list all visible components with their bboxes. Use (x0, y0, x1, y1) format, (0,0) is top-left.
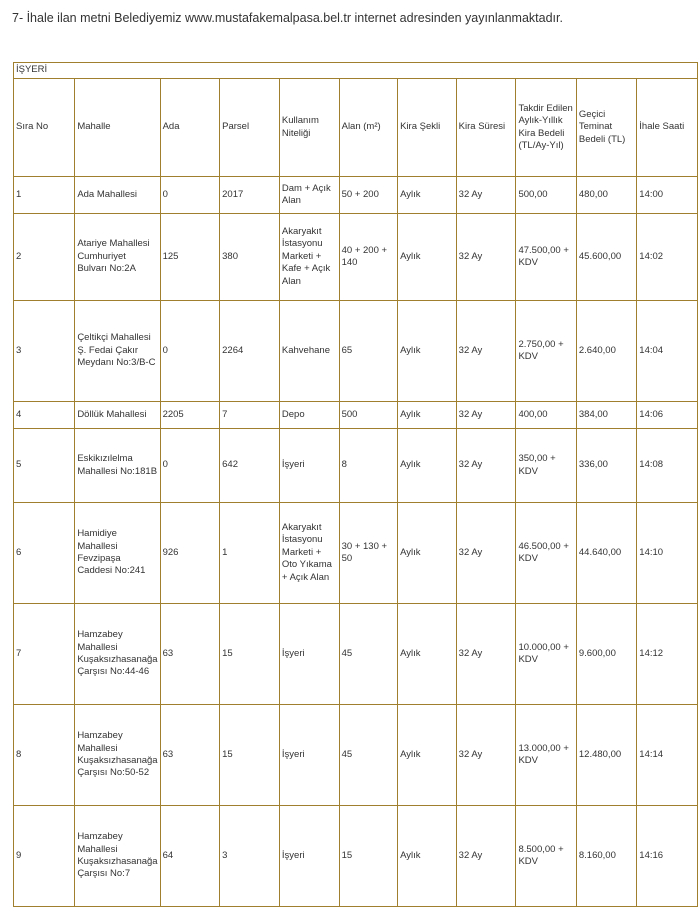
table-cell: 3 (14, 301, 75, 402)
table-cell: 15 (220, 705, 280, 806)
table-cell: 32 Ay (456, 214, 516, 301)
table-cell: 32 Ay (456, 429, 516, 503)
column-header: Kira Şekli (398, 79, 457, 177)
table-cell: Ada Mahallesi (75, 177, 160, 214)
table-cell: 44.640,00 (576, 503, 636, 604)
table-cell: 32 Ay (456, 604, 516, 705)
column-header: Kira Süresi (456, 79, 516, 177)
table-cell: 9 (14, 806, 75, 907)
table-cell: 30 + 130 + 50 (339, 503, 398, 604)
table-cell: Aylık (398, 429, 457, 503)
isyeri-table (13, 62, 698, 907)
table-cell: 350,00 + KDV (516, 429, 576, 503)
table-cell: Hamzabey Mahallesi Kuşaksızhasanağa Çarşısı No:7 (75, 806, 160, 907)
table-cell: Dam + Açık Alan (279, 177, 339, 214)
table-row (14, 604, 698, 705)
table-cell: 14:00 (637, 177, 698, 214)
table-cell: 12.480,00 (576, 705, 636, 806)
table-cell: 500,00 (516, 177, 576, 214)
table-cell: 14:02 (637, 214, 698, 301)
table-cell: 32 Ay (456, 402, 516, 429)
table-cell: İşyeri (279, 604, 339, 705)
table-cell: Döllük Mahallesi (75, 402, 160, 429)
table-cell: 380 (220, 214, 280, 301)
table-cell: 8.500,00 + KDV (516, 806, 576, 907)
column-header: Takdir Edilen Aylık-Yıllık Kira Bedeli (TL/Ay-Yıl) (516, 79, 576, 177)
table-cell: 2017 (220, 177, 280, 214)
table-cell: Eskikızılelma Mahallesi No:181B (75, 429, 160, 503)
table-cell: Aylık (398, 301, 457, 402)
column-header: Ada (160, 79, 220, 177)
table-cell: 2205 (160, 402, 220, 429)
table-cell: Akaryakıt İstasyonu Marketi + Kafe + Açık Alan (279, 214, 339, 301)
table-cell: Atariye Mahallesi Cumhuriyet Bulvarı No:2A (75, 214, 160, 301)
table-cell: İşyeri (279, 429, 339, 503)
table-cell: 6 (14, 503, 75, 604)
table-cell: 125 (160, 214, 220, 301)
table-cell: 14:06 (637, 402, 698, 429)
table-header-row (14, 79, 698, 177)
table-cell: 64 (160, 806, 220, 907)
table-cell: Hamzabey Mahallesi Kuşaksızhasanağa Çarşısı No:44-46 (75, 604, 160, 705)
table-cell: 642 (220, 429, 280, 503)
table-cell: 45.600,00 (576, 214, 636, 301)
column-header: Kullanım Niteliği (279, 79, 339, 177)
table-cell: Hamzabey Mahallesi Kuşaksızhasanağa Çarşısı No:50-52 (75, 705, 160, 806)
table-cell: 0 (160, 429, 220, 503)
column-header: İhale Saati (637, 79, 698, 177)
table-cell: Depo (279, 402, 339, 429)
table-cell: 0 (160, 177, 220, 214)
table-row (14, 214, 698, 301)
table-cell: Aylık (398, 402, 457, 429)
table-cell: 2.750,00 + KDV (516, 301, 576, 402)
table-cell: 32 Ay (456, 301, 516, 402)
table-cell: 8 (14, 705, 75, 806)
table-cell: 2 (14, 214, 75, 301)
table-cell: 46.500,00 + KDV (516, 503, 576, 604)
table-cell: İşyeri (279, 705, 339, 806)
table-cell: 1 (220, 503, 280, 604)
table-cell: 9.600,00 (576, 604, 636, 705)
table-cell: 45 (339, 705, 398, 806)
table-cell: İşyeri (279, 806, 339, 907)
table-cell: 15 (339, 806, 398, 907)
table-cell: 3 (220, 806, 280, 907)
table-cell: 384,00 (576, 402, 636, 429)
table-cell: Aylık (398, 604, 457, 705)
table-row (14, 177, 698, 214)
table-cell: Aylık (398, 705, 457, 806)
table-cell: Aylık (398, 503, 457, 604)
table-cell: 480,00 (576, 177, 636, 214)
table-cell: Hamidiye Mahallesi Fevzipaşa Caddesi No:241 (75, 503, 160, 604)
table-cell: 13.000,00 + KDV (516, 705, 576, 806)
column-header: Geçici Teminat Bedeli (TL) (576, 79, 636, 177)
table-cell: 7 (14, 604, 75, 705)
table-cell: 40 + 200 + 140 (339, 214, 398, 301)
table-cell: 0 (160, 301, 220, 402)
table-cell: 4 (14, 402, 75, 429)
table-row (14, 503, 698, 604)
table-cell: 65 (339, 301, 398, 402)
table-row (14, 402, 698, 429)
column-header: Sıra No (14, 79, 75, 177)
table-title: İŞYERİ (14, 63, 698, 79)
table-cell: 926 (160, 503, 220, 604)
table-row (14, 806, 698, 907)
table-cell: 10.000,00 + KDV (516, 604, 576, 705)
table-cell: 5 (14, 429, 75, 503)
table-cell: 32 Ay (456, 177, 516, 214)
table-cell: 8 (339, 429, 398, 503)
table-cell: 336,00 (576, 429, 636, 503)
table-cell: Aylık (398, 806, 457, 907)
column-header: Mahalle (75, 79, 160, 177)
table-cell: 63 (160, 705, 220, 806)
table-cell: Akaryakıt İstasyonu Marketi + Oto Yıkama + Açık Alan (279, 503, 339, 604)
table-cell: 14:04 (637, 301, 698, 402)
table-cell: 14:16 (637, 806, 698, 907)
table-cell: Aylık (398, 214, 457, 301)
table-row (14, 301, 698, 402)
table-cell: 32 Ay (456, 503, 516, 604)
table-cell: 2.640,00 (576, 301, 636, 402)
table-cell: 500 (339, 402, 398, 429)
table-cell: 14:10 (637, 503, 698, 604)
table-cell: 32 Ay (456, 806, 516, 907)
table-cell: 400,00 (516, 402, 576, 429)
table-row (14, 705, 698, 806)
table-cell: Çeltikçi Mahallesi Ş. Fedai Çakır Meydanı No:3/B-C (75, 301, 160, 402)
column-header: Parsel (220, 79, 280, 177)
table-cell: Kahvehane (279, 301, 339, 402)
table-cell: 63 (160, 604, 220, 705)
table-cell: 50 + 200 (339, 177, 398, 214)
table-cell: 15 (220, 604, 280, 705)
table-cell: 8.160,00 (576, 806, 636, 907)
table-cell: Aylık (398, 177, 457, 214)
table-cell: 1 (14, 177, 75, 214)
table-cell: 32 Ay (456, 705, 516, 806)
table-cell: 2264 (220, 301, 280, 402)
column-header: Alan (m²) (339, 79, 398, 177)
table-cell: 14:12 (637, 604, 698, 705)
table-row (14, 429, 698, 503)
table-cell: 14:08 (637, 429, 698, 503)
table-cell: 45 (339, 604, 398, 705)
table-cell: 7 (220, 402, 280, 429)
intro-text: 7- İhale ilan metni Belediyemiz www.mustafakemalpasa.bel.tr internet adresinden yayınlanmaktadır. (12, 11, 563, 25)
table-cell: 14:14 (637, 705, 698, 806)
table-cell: 47.500,00 + KDV (516, 214, 576, 301)
table-title-row (14, 63, 698, 79)
